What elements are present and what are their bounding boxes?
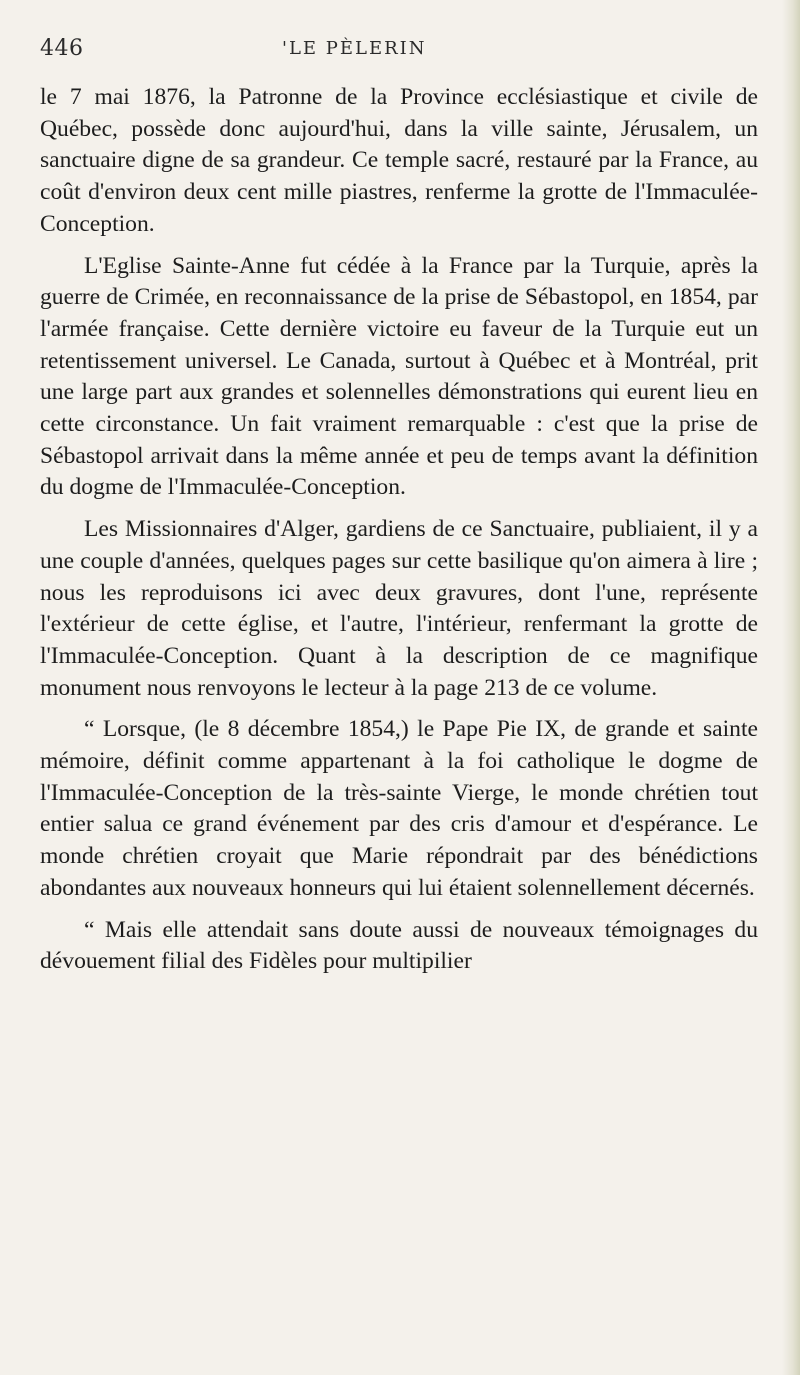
journal-title: 'LE PÈLERIN [282,38,427,59]
page-number: 446 [40,36,84,61]
paragraph-5: “ Mais elle attendait sans doute aussi de nouveaux témoignages du dévouement filial des Fidèles pour multipilier [40,916,758,975]
running-head [40,36,760,66]
paragraph-2: L'Eglise Sainte-Anne fut cédée à la France par la Turquie, après la guerre de Crimée, en reconnaissance de la prise de Sébastopol, en 1854, par l'armée française. Cette dernière victoire eu faveur de la Turquie eut un retentissement universel. Le Canada, surtout à Québec et à Montréal, prit une large part aux grandes et solennelles démonstrations qui eurent lieu en cette circonstance. Un fait vraiment remarquable : c'est que la prise de Sébastopol arrivait dans la même année et peu de temps avant la définition du dogme de l'Immaculée-Conception. [40,252,758,501]
paragraph-4: “ Lorsque, (le 8 décembre 1854,) le Pape Pie IX, de grande et sainte mémoire, définit comme appartenant à la foi catholique le dogme de l'Immaculée-Conception de la très-sainte Vierge, le monde chrétien tout entier salua ce grand événement par des cris d'amour et d'espérance. Le monde chrétien croyait que Marie répondrait par des bénédictions abondantes aux nouveaux honneurs qui lui étaient solennellement décernés. [40,716,758,901]
body-text [40,82,758,978]
paragraph-3: Les Missionnaires d'Alger, gardiens de ce Sanctuaire, publiaient, il y a une couple d'années, quelques pages sur cette basilique qu'on aimera à lire ; nous les reproduisons ici avec deux gravures, dont l'une, représente l'extérieur de cette église, et l'autre, l'intérieur, renfermant la grotte de l'Immaculée-Conception. Quant à la description de ce magnifique monument nous renvoyons le lecteur à la page 213 de ce volume. [40,516,758,701]
page-edge-shadow [782,0,800,1375]
paragraph-1: le 7 mai 1876, la Patronne de la Province ecclésiastique et civile de Québec, possède donc aujourd'hui, dans la ville sainte, Jérusalem, un sanctuaire digne de sa grandeur. Ce temple sacré, restauré par la France, au coût d'environ deux cent mille piastres, renferme la grotte de l'Immaculée-Conception. [40,84,758,237]
